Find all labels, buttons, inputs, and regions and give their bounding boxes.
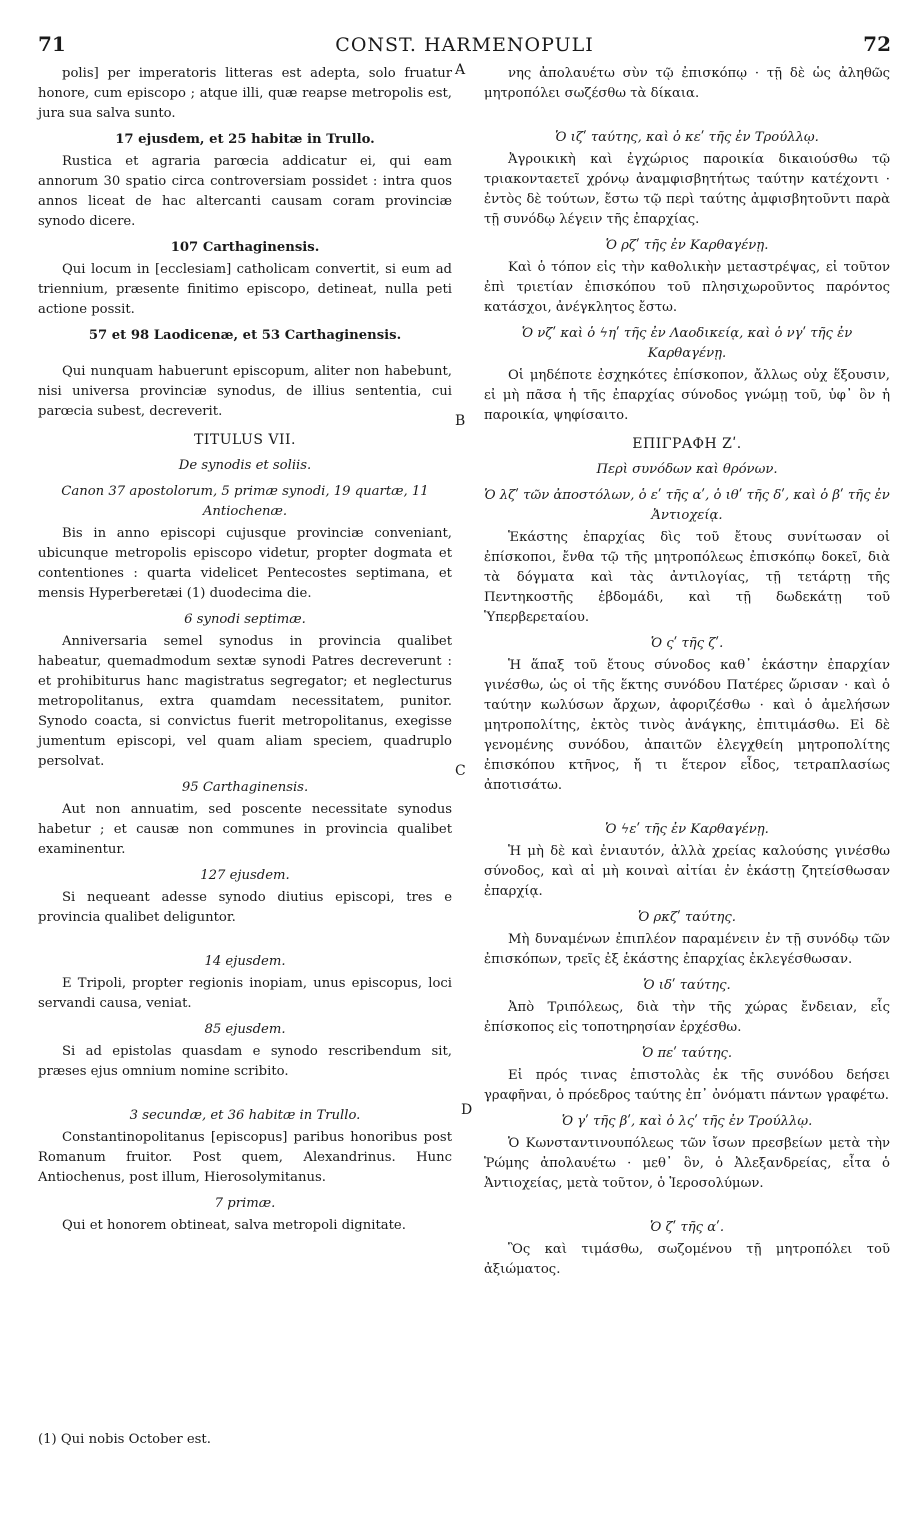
margin-letter-b: B <box>455 413 466 429</box>
canon-heading: 14 ejusdem. <box>204 954 286 969</box>
running-header <box>38 32 891 62</box>
canon-heading: Ὁ ιδʹ ταύτης. <box>643 978 731 993</box>
greek-column <box>484 64 890 1284</box>
canon-heading: Ὁ ρζʹ τῆς ἐν Καρθαγένῃ. <box>605 238 769 253</box>
spacer <box>38 1086 452 1100</box>
canon-heading: 107 Carthaginensis. <box>170 240 320 255</box>
margin-letter-d: D <box>461 1102 473 1118</box>
spacer <box>484 1198 890 1212</box>
canon-heading: Ὁ ιζʹ ταύτης, καὶ ὁ κεʹ τῆς ἐν Τρούλλῳ. <box>555 130 819 145</box>
spacer <box>484 108 890 122</box>
paragraph: Si nequeant adesse synodo diutius episcopi, tres e provincia qualibet deliguntor. <box>38 890 452 925</box>
paragraph: Εἰ πρός τινας ἐπιστολὰς ἐκ τῆς συνόδου δεήσει γραφῆναι, ὁ πρόεδρος ταύτης ἐπ᾽ ὀνόματι πάντων γραφέτω. <box>484 1068 890 1103</box>
paragraph: Si ad epistolas quasdam e synodo rescribendum sit, præses ejus omnium nomine scribito. <box>38 1044 452 1079</box>
paragraph: Ἡ ἅπαξ τοῦ ἔτους σύνοδος καθ᾽ ἑκάστην ἐπαρχίαν γινέσθω, ὡς οἱ τῆς ἕκτης συνόδου Πατέρες ὥρισαν · καὶ ὁ ταύτην κωλύσων ἄρχων, ἀφοριζέσθω · καὶ ὁ ἀμελήσων μητροπολίτης, ἐκτὸς τινὸς ἀνάγκης, ἐπιτιμάσθω. Εἰ δὲ γενομένης συνόδου, ἀπαιτῶν ἐλεγχθείη μητροπολίτης ἐπισκόπου κτῆνος, ἤ τι ἕτερον εἶδος, τετραπλασίως ἀποτισάτω. <box>484 658 890 793</box>
paragraph: Qui nunquam habuerunt episcopum, aliter non habebunt, nisi universa provinciæ synodus, de illius sententia, cui parœcia subest, decreverit. <box>38 364 452 419</box>
canon-heading: Canon 37 apostolorum, 5 primæ synodi, 19 quartæ, 11 Antiochenæ. <box>61 484 429 519</box>
canon-heading: Ὁ πεʹ ταύτης. <box>641 1046 733 1061</box>
paragraph: Ἑκάστης ἐπαρχίας δὶς τοῦ ἔτους συνίτωσαν οἱ ἐπίσκοποι, ἔνθα τῷ τῆς μητροπόλεως ἐπισκόπῳ δοκεῖ, διὰ τὰ δόγματα καὶ τὰς ἀντιλογίας, τῇ τετάρτῃ τῆς Πεντηκοστῆς ἑβδομάδι, καὶ τῇ δωδεκάτῃ τοῦ Ὑπερβερεταίου. <box>484 530 890 625</box>
paragraph: Ὁ Κωνσταντινουπόλεως τῶν ἴσων πρεσβείων μετὰ τὴν Ῥώμης ἀπολαυέτω · μεθ᾽ ὃν, ὁ Ἀλεξανδρείας, εἶτα ὁ Ἀντιοχείας, μετὰ τοῦτον, ὁ Ἱεροσολύμων. <box>484 1136 890 1191</box>
paragraph: Ἀπὸ Τριπόλεως, διὰ τὴν τῆς χώρας ἔνδειαν, εἷς ἐπίσκοπος εἰς τοποτηρησίαν ἐρχέσθω. <box>484 1000 890 1035</box>
footnote: (1) Qui nobis October est. <box>38 1432 211 1447</box>
paragraph: polis] per imperatoris litteras est adepta, solo fruatur honore, cum episcopo ; atque illi, quæ reapse metropolis est, jura sua salva sunto. <box>38 66 452 121</box>
spacer <box>38 932 452 946</box>
paragraph: Ἡ μὴ δὲ καὶ ἐνιαυτόν, ἀλλὰ χρείας καλούσης γινέσθω σύνοδος, καὶ αἱ μὴ κοιναὶ αἰτίαι ἐν ἑκάστῃ ζητείσθωσαν ἐπαρχίᾳ. <box>484 844 890 899</box>
section-title: ΕΠΙΓΡΑΦΗ Ζʹ. <box>632 436 742 452</box>
canon-heading: 3 secundæ, et 36 habitæ in Trullo. <box>129 1108 361 1123</box>
paragraph: Μὴ δυναμένων ἐπιπλέον παραμένειν ἐν τῇ συνόδῳ τῶν ἐπισκόπων, τρεῖς ἐξ ἑκάστης ἐπαρχίας ἐκλεγέσθωσαν. <box>484 932 890 967</box>
canon-heading: 85 ejusdem. <box>204 1022 286 1037</box>
paragraph: Καὶ ὁ τόπον εἰς τὴν καθολικὴν μεταστρέψας, εἰ τοῦτον ἐπὶ τριετίαν ἐπισκόπου τοῦ πλησιχωροῦντος παρόντος κατάσχοι, ἀνέγκλητος ἔστω. <box>484 260 890 315</box>
paragraph: Constantinopolitanus [episcopus] paribus honoribus post Romanum fruitor. Post quem, Alexandrinus. Hunc Antiochenus, post illum, Hierosolymitanus. <box>38 1130 452 1185</box>
latin-column <box>38 64 452 1240</box>
page-number-right: 72 <box>863 32 891 56</box>
page-number-left: 71 <box>38 32 66 56</box>
paragraph: Aut non annuatim, sed poscente necessitate synodus habetur ; et causæ non communes in provincia qualibet examinentur. <box>38 802 452 857</box>
margin-letter-c: C <box>455 763 466 779</box>
paragraph: Bis in anno episcopi cujusque provinciæ conveniant, ubicunque metropolis episcopo videtur, propter dogmata et contentiones : quarta videlicet Pentecostes septimana, et mensis Hyperberetæi (1) duodecima die. <box>38 526 452 601</box>
canon-heading: Ὁ ρκζʹ ταύτης. <box>638 910 736 925</box>
canon-heading: Περὶ συνόδων καὶ θρόνων. <box>596 462 778 477</box>
canon-heading: 127 ejusdem. <box>200 868 290 883</box>
spacer <box>38 348 452 362</box>
paragraph: Rustica et agraria parœcia addicatur ei, qui eam annorum 30 spatio circa controversiam possidet : intra quos annos liceat de hac altercanti causam coram provinciæ synodo dicere. <box>38 154 452 229</box>
paragraph: Qui et honorem obtineat, salva metropoli dignitate. <box>62 1218 406 1233</box>
canon-heading: 6 synodi septimæ. <box>184 612 306 627</box>
paragraph: Οἱ μηδέποτε ἐσχηκότες ἐπίσκοπον, ἄλλως οὐχ ἕξουσιν, εἰ μὴ πᾶσα ἡ τῆς ἐπαρχίας σύνοδος γνώμῃ τοῦ, ὑφ᾽ ὃν ἡ παροικία, ψηφίσαιτο. <box>484 368 890 423</box>
canon-heading: Ὁ ςʹ τῆς ζʹ. <box>650 636 724 651</box>
canon-heading: Ὁ γʹ τῆς βʹ, καὶ ὁ λςʹ τῆς ἐν Τρούλλῳ. <box>561 1114 813 1129</box>
paragraph: Qui locum in [ecclesiam] catholicam convertit, si eum ad triennium, præsente finitimo episcopo, detineat, nulla peti actione possit. <box>38 262 452 317</box>
paragraph: E Tripoli, propter regionis inopiam, unus episcopus, loci servandi causa, veniat. <box>38 976 452 1011</box>
canon-heading: De synodis et soliis. <box>178 458 312 473</box>
canon-heading: 57 et 98 Laodicenæ, et 53 Carthaginensis. <box>88 328 402 343</box>
paragraph: νης ἀπολαυέτω σὺν τῷ ἐπισκόπῳ · τῇ δὲ ὡς ἀληθῶς μητροπόλει σωζέσθω τὰ δίκαια. <box>484 66 890 101</box>
margin-letter-a: A <box>455 62 466 78</box>
canon-heading: Ὁ ζʹ τῆς αʹ. <box>649 1220 725 1235</box>
paragraph: Ὃς καὶ τιμάσθω, σωζομένου τῇ μητροπόλει τοῦ ἀξιώματος. <box>484 1242 890 1277</box>
running-title: CONST. HARMENOPULI <box>335 34 594 56</box>
section-title: TITULUS VII. <box>194 432 296 448</box>
canon-heading: 17 ejusdem, et 25 habitæ in Trullo. <box>115 132 375 147</box>
canon-heading: Ὁ λζʹ τῶν ἀποστόλων, ὁ εʹ τῆς αʹ, ὁ ιθʹ τῆς δʹ, καὶ ὁ βʹ τῆς ἐν Ἀντιοχείᾳ. <box>484 488 890 523</box>
canon-heading: 7 primæ. <box>214 1196 276 1211</box>
paragraph: Anniversaria semel synodus in provincia qualibet habeatur, quemadmodum sextæ synodi Patres decreverunt : et prohibiturus hanc magistratus segregator; et neglecturus metropolitanus, extra quamdam necessitatem, punitor. Synodo coacta, si convictus fuerit metropolitanus, exegisse jumentum episcopi, vel quam aliam speciem, quadruplo persolvat. <box>38 634 452 769</box>
canon-heading: 95 Carthaginensis. <box>181 780 309 795</box>
spacer <box>484 800 890 814</box>
paragraph: Ἀγροικικὴ καὶ ἐγχώριος παροικία δικαιούσθω τῷ τριακονταετεῖ χρόνῳ ἀναμφισβητήτως ταύτην κατέχοντι · ἐντὸς δὲ τούτων, ἔστω τῷ περὶ ταύτης ἀμφισβητοῦντι παρὰ τῇ συνόδῳ λέγειν τῆς ἐπαρχίας. <box>484 152 890 227</box>
canon-heading: Ὁ ϟεʹ τῆς ἐν Καρθαγένῃ. <box>605 822 769 837</box>
canon-heading: Ὁ νζʹ καὶ ὁ ϟηʹ τῆς ἐν Λαοδικείᾳ, καὶ ὁ νγʹ τῆς ἐν Καρθαγένῃ. <box>521 326 853 361</box>
